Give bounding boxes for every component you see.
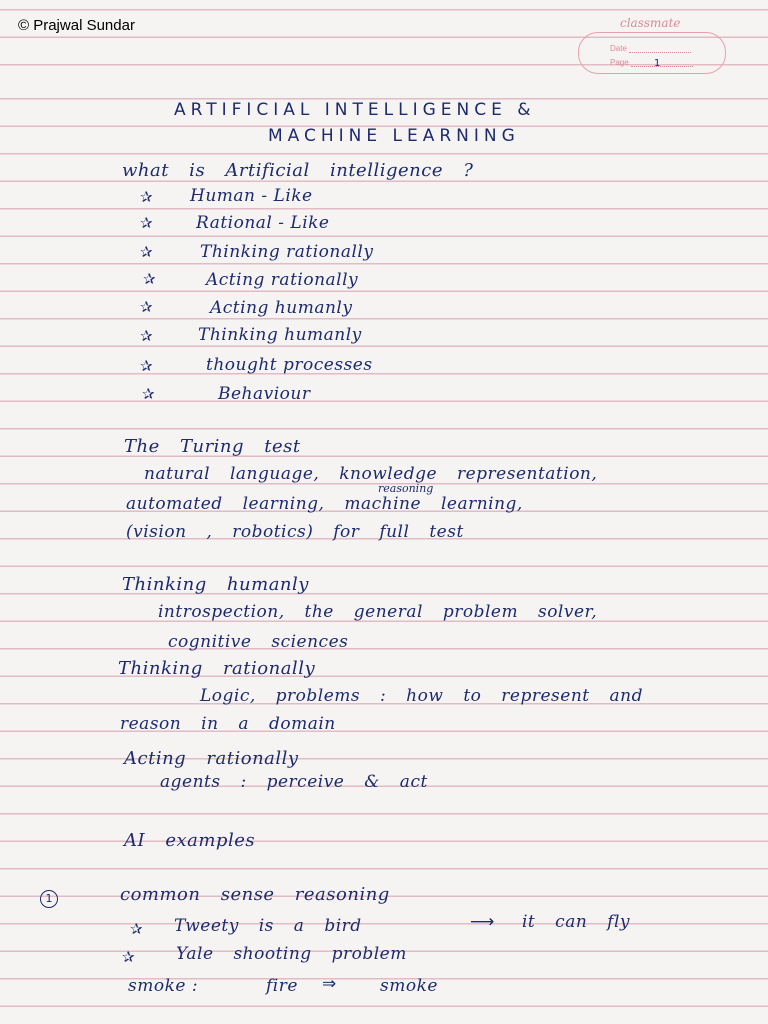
star-icon: ✰ (140, 214, 153, 232)
page-line (631, 66, 693, 67)
definition-item: Human - Like (190, 186, 313, 206)
definition-item: Thinking rationally (200, 242, 374, 262)
page-label: Page (610, 58, 629, 67)
turing-line2: automated learning, machine learning, (126, 494, 523, 514)
page-number: 1 (654, 58, 661, 69)
copyright-notice: © Prajwal Sundar (18, 17, 135, 34)
definition-item: Behaviour (218, 384, 311, 404)
example-number-circle: 1 (40, 890, 58, 908)
ai-examples-heading: AI examples (124, 830, 256, 851)
date-field (610, 44, 691, 53)
star-icon: ✰ (140, 243, 153, 261)
thinking-rationally-line1: Logic, problems : how to represent and (200, 686, 643, 706)
example1-item2: Yale shooting problem (176, 944, 407, 964)
star-icon: ✰ (140, 188, 153, 206)
page-field (610, 58, 693, 67)
notebook-header-box (578, 14, 728, 76)
date-label: Date (610, 44, 627, 53)
turing-line3: (vision , robotics) for full test (126, 522, 464, 542)
turing-heading: The Turing test (124, 436, 301, 457)
notebook-brand-frame (578, 32, 726, 74)
thinking-humanly-heading: Thinking humanly (122, 574, 309, 595)
star-icon: ✰ (130, 920, 143, 938)
example1-heading: common sense reasoning (120, 884, 390, 905)
thinking-humanly-line1: introspection, the general problem solver, (158, 602, 598, 622)
date-line (629, 52, 691, 53)
star-icon: ✰ (140, 357, 153, 375)
star-icon: ✰ (140, 298, 153, 316)
star-icon: ✰ (122, 948, 135, 966)
double-arrow-icon: ⇒ (322, 974, 337, 994)
turing-line1: natural language, knowledge representation, (144, 464, 598, 484)
acting-rationally-heading: Acting rationally (124, 748, 299, 769)
definition-item: Thinking humanly (198, 325, 362, 345)
acting-rationally-line1: agents : perceive & act (160, 772, 428, 792)
question-heading: what is Artificial intelligence ? (122, 160, 474, 181)
star-icon: ✰ (143, 270, 156, 288)
definition-item: Acting rationally (206, 270, 359, 290)
smoke-effect: smoke (380, 976, 438, 996)
thinking-rationally-heading: Thinking rationally (118, 658, 316, 679)
turing-insert-word: reasoning (378, 482, 434, 495)
page-title-line2: MACHINE LEARNING (268, 126, 520, 146)
smoke-cause: fire (266, 976, 298, 996)
definition-item: Acting humanly (210, 298, 353, 318)
example1-item1-premise: Tweety is a bird (174, 916, 362, 936)
thinking-humanly-line2: cognitive sciences (168, 632, 349, 652)
star-icon: ✰ (140, 327, 153, 345)
star-icon: ✰ (142, 385, 155, 403)
notebook-brand: classmate (620, 16, 681, 30)
definition-item: Rational - Like (196, 213, 330, 233)
arrow-right-icon: ⟶ (470, 912, 495, 932)
smoke-label: smoke : (128, 976, 199, 996)
definition-item: thought processes (206, 355, 373, 375)
page-title-line1: ARTIFICIAL INTELLIGENCE & (174, 100, 536, 120)
example1-item1-conclusion: it can fly (522, 912, 631, 932)
thinking-rationally-line2: reason in a domain (120, 714, 336, 734)
